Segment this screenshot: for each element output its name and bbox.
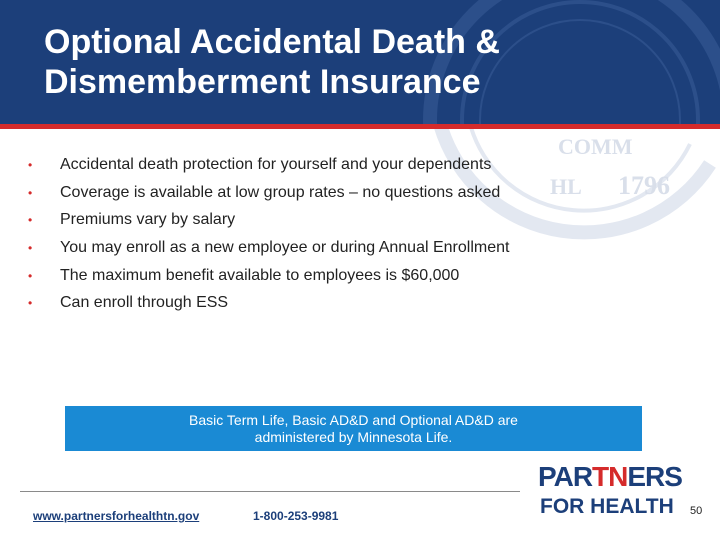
bullet-text: You may enroll as a new employee or during Annual Enrollment (60, 239, 510, 256)
page-number: 50 (690, 505, 703, 517)
bullet-marker: • (28, 213, 33, 227)
bullet-marker: • (28, 186, 33, 200)
phone-number: 1-800-253-9981 (253, 509, 339, 523)
bullet-marker: • (28, 241, 33, 255)
bullet-item (28, 240, 509, 256)
partners-for-health-logo (538, 461, 682, 522)
seal-text-hl: HL (550, 174, 582, 199)
bullet-marker: • (28, 158, 33, 172)
bullet-item (28, 268, 459, 284)
bullet-item (28, 295, 228, 311)
administrator-note (65, 406, 642, 451)
footer-divider (20, 491, 520, 492)
note-line-1: Basic Term Life, Basic AD&D and Optional AD&D are (189, 412, 518, 428)
bullet-item (28, 212, 235, 228)
bullet-marker: • (28, 269, 33, 283)
page-title (44, 22, 644, 102)
seal-watermark-lower (420, 124, 720, 284)
bullet-item (28, 157, 491, 173)
logo-wordmark (538, 462, 682, 492)
logo-part-tn: TN (592, 461, 628, 492)
note-line-2: administered by Minnesota Life. (254, 429, 453, 445)
bullet-item (28, 185, 500, 201)
seal-text-1796: 1796 (618, 171, 670, 200)
logo-tagline: FOR HEALTH (540, 495, 674, 518)
bullet-text: Can enroll through ESS (60, 294, 229, 311)
page-title-line-2: Dismemberment Insurance (44, 63, 481, 101)
bullet-marker: • (28, 296, 33, 310)
bullet-text: Premiums vary by salary (60, 211, 236, 228)
title-banner (0, 0, 720, 124)
website-link[interactable]: www.partnersforhealthtn.gov (33, 509, 200, 523)
page-title-line-1: Optional Accidental Death & (44, 23, 500, 61)
bullet-text: Accidental death protection for yourself and your dependents (60, 156, 492, 173)
bullet-text: The maximum benefit available to employees is $60,000 (60, 267, 460, 284)
logo-part-1: PAR (538, 461, 593, 492)
seal-text-comm: COMM (558, 134, 633, 159)
header-divider (0, 124, 720, 129)
logo-part-3: ERS (627, 461, 682, 492)
bullet-text: Coverage is available at low group rates – no questions asked (60, 184, 501, 201)
